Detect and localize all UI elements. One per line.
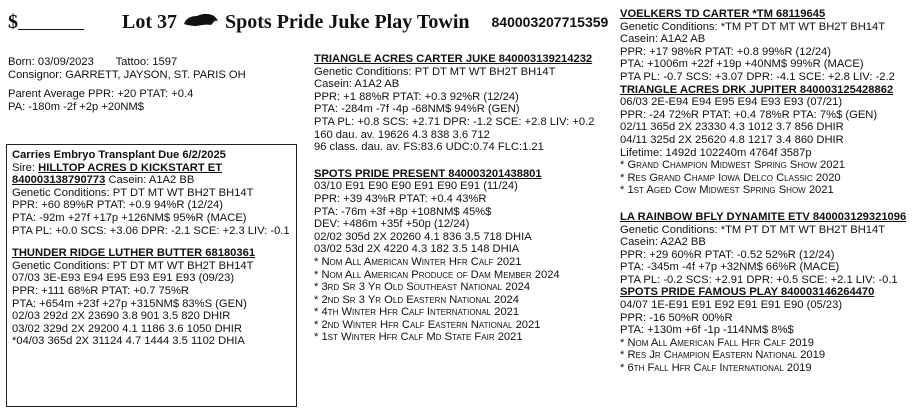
detail: PPR: -16 50%R 00%R [620, 311, 733, 324]
award: * Nom All American Fall Hfr Calf 2019 [620, 336, 815, 349]
sire-detail: PPR: +60 89%R PTAT: +0.9 94%R (12/24) [12, 199, 224, 212]
award: * Nom All American Winter Hfr Calf 2021 [314, 255, 522, 268]
price-blank-line [18, 15, 84, 30]
lot-header [8, 6, 608, 36]
award: * 4th Winter Hfr Calf International 2021 [314, 306, 520, 319]
award: * 1st Aged Cow Midwest Spring Show 2021 [620, 184, 834, 197]
sire-name: HILLTOP ACRES D KICKSTART ET [38, 161, 223, 174]
detail: DEV: +486m +35f +50p (12/24) [314, 218, 470, 231]
detail: Casein: A2A2 BB [620, 236, 706, 249]
price-dollar: $ [8, 11, 18, 34]
parent-average: Parent Average PPR: +20 PTAT: +0.4 [8, 88, 194, 101]
detail: PTA: -284m -7f -4p -68NM$ 94%R (GEN) [314, 103, 520, 116]
detail: 02/02 305d 2X 20260 4.1 836 3.5 718 DHIA [314, 230, 532, 243]
detail: PPR: +1 88%R PTAT: +0.3 92%R (12/24) [314, 90, 519, 103]
award: * 3rd Sr 3 Yr Old Southeast National 2024 [314, 281, 531, 294]
detail: PPR: +39 43%R PTAT: +0.4 43%R [314, 192, 487, 205]
sire-detail: Genetic Conditions: PT DT MT WT BH2T BH14T [12, 186, 254, 199]
dam-detail: PPR: +111 68%R PTAT: +0.7 75%R [12, 284, 190, 297]
detail: 04/11 325d 2X 25620 4.8 1217 3.4 860 DHIR [620, 133, 844, 146]
detail: PTA: +1006m +22f +19p +40NM$ 99%R (MACE) [620, 58, 864, 71]
detail: PTA: +130m +6f -1p -114NM$ 8%$ [620, 324, 794, 337]
animal-info [8, 56, 246, 113]
award: * 6th Fall Hfr Calf International 2019 [620, 362, 812, 375]
middle-column [314, 53, 614, 344]
award: * Res Jr Champion Eastern National 2019 [620, 349, 826, 362]
dam-detail: 07/03 3E-E93 E94 E95 E93 E91 E93 (09/23) [12, 272, 235, 285]
detail: PTA PL: -0.7 SCS: +3.07 DPR: -4.1 SCE: +2.8 LIV: -2.2 [620, 70, 895, 83]
award: * 1st Winter Hfr Calf Md State Fair 2021 [314, 331, 523, 344]
sire-detail: PTA: -92m +27f +17p +126NM$ 95%R (MACE) [12, 211, 247, 224]
detail: PPR: +17 98%R PTAT: +0.8 99%R (12/24) [620, 45, 832, 58]
sire-reg-line: 840003138790773 Casein: A1A2 BB [12, 174, 195, 187]
cow-icon [183, 7, 219, 37]
detail: PTA PL: +0.8 SCS: +2.71 DPR: -1.2 SCE: +2.8 LIV: +0.2 [314, 115, 595, 128]
lot-number: Lot 37 [122, 11, 177, 34]
sire-of-dam2-title: LA RAINBOW BFLY DYNAMITE ETV 840003129321096 [620, 210, 907, 223]
embryo-note: Carries Embryo Transplant Due 6/2/2025 [12, 149, 226, 161]
detail: 06/03 2E-E94 E94 E95 E94 E93 E93 (07/21) [620, 96, 843, 109]
sire-reg: 840003138790773 [12, 174, 106, 187]
detail: Genetic Conditions: *TM PT DT MT WT BH2T BH14T [620, 20, 886, 33]
detail: 03/10 E91 E90 E90 E91 E90 E91 (11/24) [314, 180, 518, 193]
dam-detail: Genetic Conditions: PT DT MT WT BH2T BH14T [12, 259, 254, 272]
dam-of-dam-title: SPOTS PRIDE FAMOUS PLAY 840003146264470 [620, 286, 875, 299]
award: * 2nd Sr 3 Yr Old Eastern National 2024 [314, 293, 519, 306]
dam-detail: *04/03 365d 2X 31124 4.7 1444 3.5 1102 DHIA [12, 335, 245, 348]
detail: 96 class. dau. av. FS:83.6 UDC:0.74 FLC:1.21 [314, 141, 544, 154]
sire-line: Sire: HILLTOP ACRES D KICKSTART ET [12, 161, 223, 174]
right-column [620, 8, 922, 375]
sire-of-sire-title: TRIANGLE ACRES CARTER JUKE 840003139214232 [314, 53, 593, 65]
pedigree-box [6, 144, 297, 407]
parent-average-pta: PA: -180m -2f +2p +20NM$ [8, 100, 144, 113]
detail: 160 dau. av. 19626 4.3 838 3.6 712 [314, 128, 490, 141]
detail: Lifetime: 1492d 102240m 4764f 3587p [620, 146, 812, 159]
consignor: Consignor: GARRETT, JAYSON, ST. PARIS OH [8, 68, 246, 81]
dam-of-sire-title: SPOTS PRIDE PRESENT 840003201438801 [314, 167, 542, 180]
detail: 03/02 53d 2X 4220 4.3 182 3.5 148 DHIA [314, 243, 520, 256]
award: * Grand Champion Midwest Spring Show 2021 [620, 159, 845, 172]
detail: PTA PL: -0.2 SCS: +2.91 DPR: +0.5 SCE: +2.1 LIV: -0.1 [620, 273, 898, 286]
animal-name: Spots Pride Juke Play Towin [225, 11, 470, 34]
award: * Nom All American Produce of Dam Member 2024 [314, 268, 560, 281]
sire-detail: PTA PL: +0.0 SCS: +3.06 DPR: -2.1 SCE: +2.3 LIV: -0.1 [12, 224, 290, 237]
dam-title: THUNDER RIDGE LUTHER BUTTER 68180361 [12, 247, 256, 260]
detail: 02/11 365d 2X 23330 4.3 1012 3.7 856 DHIR [620, 121, 844, 134]
detail: 04/07 1E-E91 E91 E92 E91 E91 E90 (05/23) [620, 299, 843, 312]
dam-detail: 02/03 292d 2X 23690 3.8 901 3.5 820 DHIR [12, 310, 231, 323]
detail: PPR: +29 60%R PTAT: -0.52 52%R (12/24) [620, 248, 835, 261]
sire-of-dam-title: VOELKERS TD CARTER *TM 68119645 [620, 8, 826, 20]
detail: Genetic Conditions: *TM PT DT MT WT BH2T BH14T [620, 223, 886, 236]
dam-of-sire-of-dam-title: TRIANGLE ACRES DRK JUPITER 840003125428862 [620, 83, 894, 96]
award: * 2nd Winter Hfr Calf Eastern National 2021 [314, 318, 541, 331]
detail: PTA: -345m -4f +7p +32NM$ 66%R (MACE) [620, 261, 840, 274]
detail: PPR: -24 72%R PTAT: +0.4 78%R PTA: 7%$ (GEN) [620, 108, 878, 121]
registration-number: 840003207715359 [491, 14, 609, 31]
award: * Res Grand Champ Iowa Delco Classic 2020 [620, 171, 841, 184]
dam-detail: 03/02 329d 2X 29200 4.1 1186 3.6 1050 DHIR [12, 322, 242, 335]
detail: Casein: A1A2 AB [620, 33, 706, 46]
detail: PTA: -76m +3f +8p +108NM$ 45%$ [314, 205, 492, 218]
dam-detail: PTA: +654m +23f +27p +315NM$ 83%S (GEN) [12, 297, 247, 310]
detail: Genetic Conditions: PT DT MT WT BH2T BH14T [314, 65, 556, 78]
born-tattoo: Born: 03/09/2023 Tattoo: 1597 [8, 56, 178, 68]
detail: Casein: A1A2 AB [314, 78, 400, 91]
